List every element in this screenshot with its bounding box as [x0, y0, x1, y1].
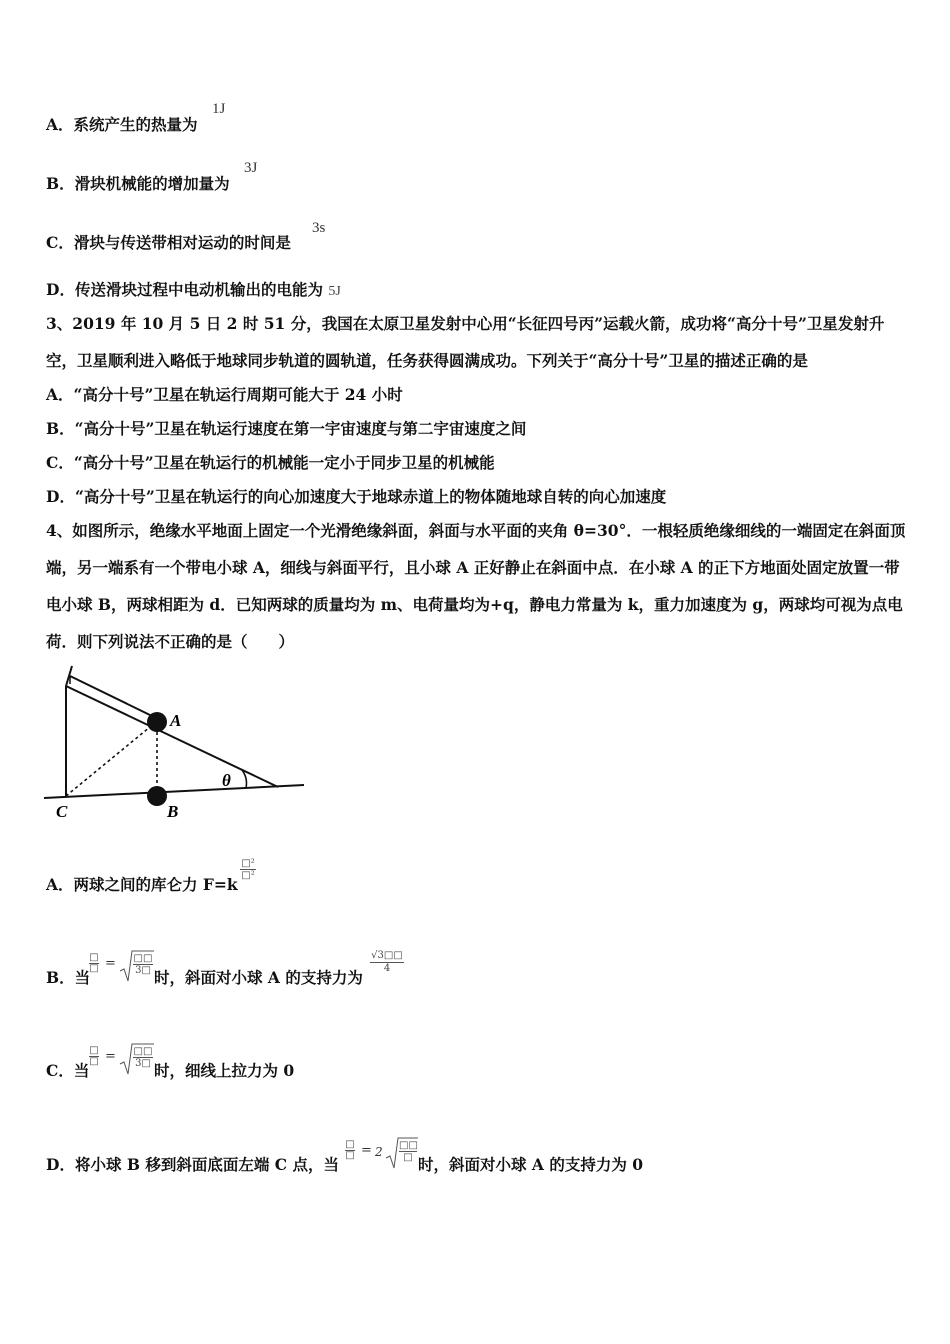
ball-a: [147, 712, 167, 732]
c-sqrt-den: 3□: [135, 1058, 151, 1069]
q4-option-c-sqrt: [118, 1040, 154, 1078]
q2-option-d-label: D．传送滑块过程中电动机输出的电能为: [46, 280, 323, 299]
b-rhs-num: √3□□: [371, 950, 403, 961]
q4-option-d-post: 时，斜面对小球 A 的支持力为 0: [418, 1155, 644, 1174]
q2-option-c: [46, 233, 291, 253]
a-frac-num: □²: [241, 858, 255, 869]
q3-option-c: C．“高分十号”卫星在轨运行的机械能一定小于同步卫星的机械能: [46, 453, 495, 472]
incline-surface: [66, 686, 278, 787]
d-ratio-den: □: [345, 1150, 355, 1161]
dashed-line-ca: [66, 722, 156, 796]
thread-line: [70, 676, 152, 716]
c-ratio-den: □: [89, 1056, 99, 1067]
b-ratio-den: □: [89, 963, 99, 974]
q4-option-a: [46, 875, 238, 895]
q2-option-c-label: C．滑块与传送带相对运动的时间是: [46, 233, 291, 252]
q4-option-d-sqrt: [384, 1134, 418, 1172]
q4-option-c-pre: C．当: [46, 1061, 90, 1080]
label-theta: θ: [222, 771, 231, 790]
label-b: B: [167, 802, 179, 821]
label-a: A: [170, 711, 182, 730]
b-sqrt-num: □□: [133, 953, 153, 964]
c-eq-sign: =: [105, 1049, 116, 1064]
a-frac-den: □²: [241, 870, 255, 881]
incline-figure: [42, 660, 312, 825]
c-ratio-num: □: [89, 1045, 99, 1056]
q3-option-d: D．“高分十号”卫星在轨运行的向心加速度大于地球赤道上的物体随地球自转的向心加速度: [46, 487, 667, 506]
d-ratio-num: □: [345, 1139, 355, 1150]
q2-option-d: [46, 280, 341, 302]
b-ratio-num: □: [89, 952, 99, 963]
q4-option-b: [46, 968, 90, 988]
q4-option-b-rhs: [370, 950, 404, 975]
q2-option-c-value: 3s: [312, 220, 326, 236]
q4-option-d-pre: D．将小球 B 移到斜面底面左端 C 点，当: [46, 1155, 339, 1174]
q2-option-a: [46, 115, 198, 135]
b-rhs-den: 4: [383, 963, 391, 974]
q4-option-a-text: A．两球之间的库仑力 F=k: [46, 875, 238, 894]
q3-stem: 3、2019 年 10 月 5 日 2 时 51 分，我国在太原卫星发射中心用“长征四号丙”运载火箭，成功将“高分十号”卫星发射升空，卫星顺利进入略低于地球同步轨道的圆轨道，任务获得圆满成功。下列关于“高分十号”卫星的描述正确的是: [46, 314, 885, 370]
ground-line: [44, 785, 304, 798]
q4-option-a-fraction: [240, 858, 256, 881]
q3-option-b: B．“高分十号”卫星在轨运行速度在第一宇宙速度与第二宇宙速度之间: [46, 419, 527, 438]
d-coef: 2: [375, 1145, 383, 1159]
q4-stem: 4、如图所示，绝缘水平地面上固定一个光滑绝缘斜面，斜面与水平面的夹角 θ=30°．一根轻质绝缘细线的一端固定在斜面顶端，另一端系有一个带电小球 A，细线与斜面平行，且小球 A 正好静止在斜面中点．在小球 A 的正下方地面处固定放置一带电小球 B，两球相距为 d．已知两球的质量均为 m、电荷量均为+q，静电力常量为 k，重力加速度为 g，两球均可视为点电荷．则下列说法不正确的是（ ）: [46, 521, 906, 651]
q4-option-d-ratio: [345, 1140, 355, 1161]
c-sqrt-num: □□: [133, 1046, 153, 1057]
d-eq-sign: =: [361, 1143, 372, 1158]
ball-b: [147, 786, 167, 806]
q4-option-b-pre: B．当: [46, 968, 91, 987]
q3-option-a: A．“高分十号”卫星在轨运行周期可能大于 24 小时: [46, 385, 403, 404]
q2-option-a-value: 1J: [212, 101, 226, 117]
q4-option-c-ratio: [89, 1046, 99, 1067]
q4-option-c-post: 时，细线上拉力为 0: [154, 1061, 295, 1080]
q4-option-c: [46, 1061, 89, 1081]
q2-option-d-value: 5J: [328, 284, 341, 299]
q4-option-b-post: 时，斜面对小球 A 的支持力为: [154, 968, 363, 987]
label-c: C: [56, 802, 68, 821]
b-sqrt-den: 3□: [135, 965, 151, 976]
q4-option-b-sqrt: [118, 947, 154, 985]
q4-option-b-ratio: [89, 953, 99, 974]
b-eq-sign: =: [105, 956, 116, 971]
d-sqrt-den: □: [403, 1152, 413, 1163]
q2-option-b-value: 3J: [244, 160, 258, 176]
q2-option-b-label: B．滑块机械能的增加量为: [46, 174, 230, 193]
q2-option-b: [46, 174, 230, 194]
q4-option-d: [46, 1155, 339, 1175]
q2-option-a-label: A．系统产生的热量为: [46, 115, 198, 134]
d-sqrt-num: □□: [399, 1140, 418, 1151]
